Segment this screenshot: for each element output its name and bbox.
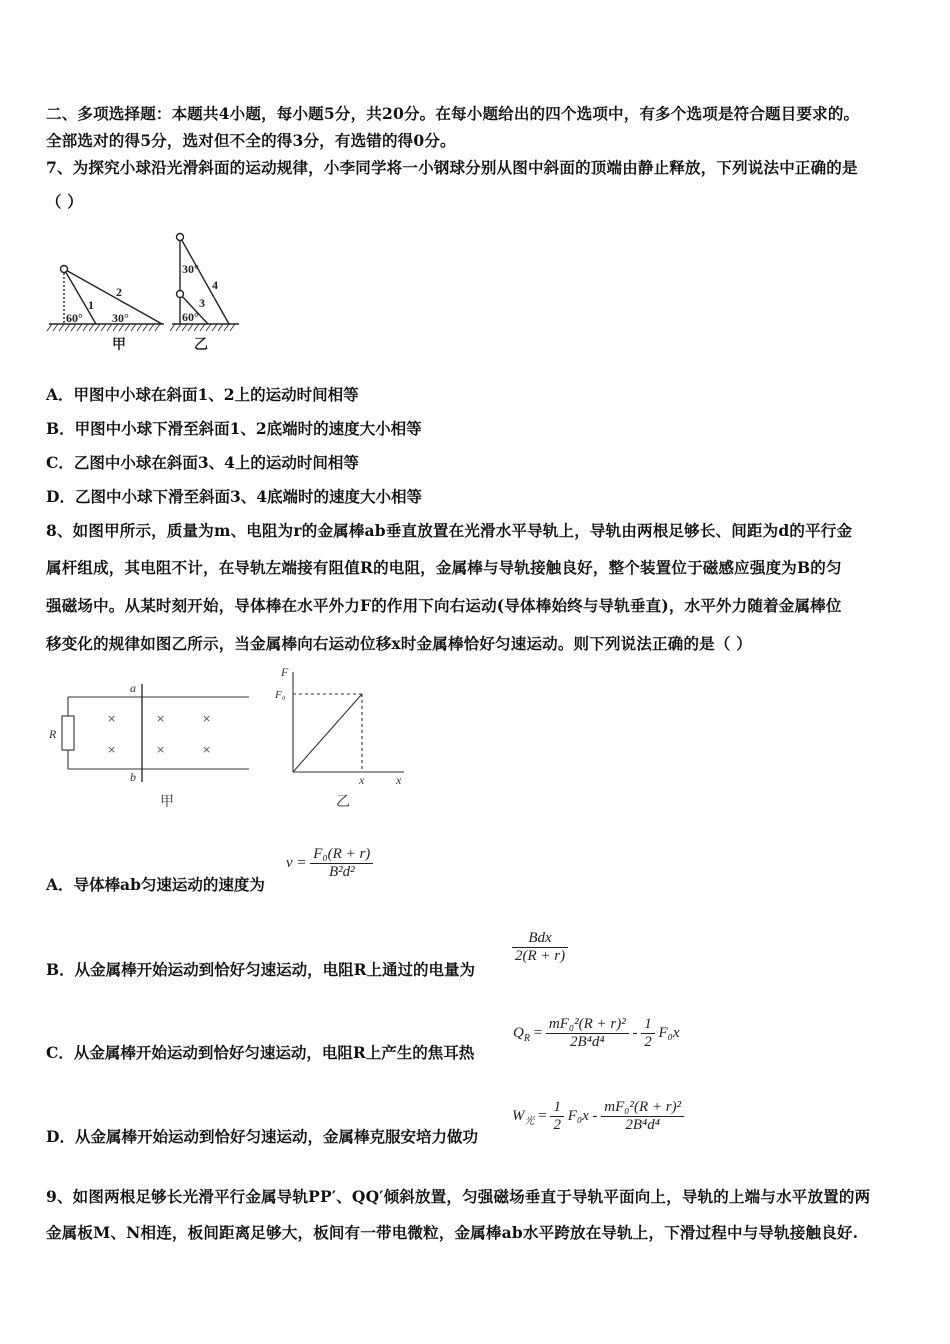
formula-d-num: mF₀²(R + r)²: [601, 1099, 684, 1117]
field-cross: ×: [107, 743, 117, 756]
formula-c-minus: -: [632, 1024, 638, 1041]
angle-30-yi: 30°: [182, 262, 199, 276]
formula-d-mid: F₀x -: [567, 1107, 598, 1124]
q8-stem-line2: 属杆组成，其电阻不计，在导轨左端接有阻值R的电阻，金属棒与导轨接触良好，整个装置位于磁感应强度为B的匀: [46, 558, 842, 577]
formula-d-half-den: 2: [553, 1117, 561, 1133]
formula-d-sub: 光: [524, 1115, 535, 1127]
q7-stem-line1: 7、为探究小球沿光滑斜面的运动规律，小李同学将一小钢球分别从图中斜面的顶端由静止释放，下列说法中正确的是: [46, 158, 858, 177]
formula-c-eq: =: [533, 1024, 543, 1041]
axis-F0-label: F₀: [275, 689, 286, 701]
formula-d-half-num: 1: [550, 1099, 564, 1117]
formula-d-den: 2B⁴d⁴: [625, 1117, 660, 1133]
field-cross: ×: [156, 712, 166, 725]
formula-b-den: 2(R + r): [515, 948, 566, 964]
q8-stem-line3: 强磁场中。从某时刻开始，导体棒在水平外力F的作用下向右运动(导体棒始终与导轨垂直)，水平外力随着金属棒位: [46, 596, 842, 615]
q7-option-d: D．乙图中小球下滑至斜面3、4底端时的速度大小相等: [46, 487, 423, 506]
formula-a-lhs: v =: [286, 854, 307, 871]
q7-option-a: A．甲图中小球在斜面1、2上的运动时间相等: [46, 385, 359, 404]
rod-end-a: a: [130, 681, 136, 695]
section-title-line1: 二、多项选择题：本题共4小题，每小题5分，共20分。在每小题给出的四个选项中，有多个选项是符合题目要求的。: [46, 104, 860, 123]
formula-b: [512, 930, 568, 965]
angle-30-jia: 30°: [112, 311, 129, 325]
label-slope-3: 3: [199, 296, 205, 310]
q9-stem-line1: 9、如图两根足够长光滑平行金属导轨PP′、QQ′倾斜放置，匀强磁场垂直于导轨平面向上，导轨的上端与水平放置的两: [46, 1187, 871, 1206]
angle-60-jia: 60°: [66, 311, 83, 325]
q8-option-d: D．从金属棒开始运动到恰好匀速运动，金属棒克服安培力做功: [46, 1127, 478, 1146]
formula-c-sub: R: [523, 1032, 530, 1044]
formula-c-num: mF₀²(R + r)²: [546, 1016, 629, 1034]
q8-stem-line1: 8、如图甲所示，质量为m、电阻为r的金属棒ab垂直放置在光滑水平导轨上，导轨由两根足够长、间距为d的平行金: [46, 521, 853, 540]
q8-option-b: B．从金属棒开始运动到恰好匀速运动，电阻R上通过的电量为: [46, 960, 475, 979]
resistor-R-label: R: [49, 727, 57, 741]
formula-d-eq: =: [538, 1107, 547, 1124]
formula-a-den: B²d²: [328, 864, 355, 880]
formula-c-lhs: Q: [513, 1024, 524, 1041]
figure-yi-label: 乙: [194, 338, 208, 353]
tick-x-label: x: [359, 773, 365, 787]
formula-d-lhs: W: [512, 1107, 525, 1124]
formula-b-num: Bdx: [512, 930, 568, 948]
formula-c-den: 2B⁴d⁴: [570, 1034, 605, 1050]
formula-c-half-num: 1: [641, 1016, 655, 1034]
q8-option-a: A．导体棒ab匀速运动的速度为: [46, 875, 265, 894]
label-slope-1: 1: [88, 298, 94, 312]
formula-a: [286, 846, 373, 881]
formula-c-tail: F₀x: [658, 1024, 680, 1041]
formula-c: [513, 1016, 680, 1051]
label-slope-4: 4: [212, 278, 218, 292]
label-slope-2: 2: [116, 285, 122, 299]
q8-option-c: C．从金属棒开始运动到恰好匀速运动，电阻R上产生的焦耳热: [46, 1043, 475, 1062]
q9-stem-line2: 金属板M、N相连，板间距离足够大，板间有一带电微粒，金属棒ab水平跨放在导轨上，下滑过程中与导轨接触良好.: [46, 1223, 859, 1242]
field-cross: ×: [107, 712, 117, 725]
q7-stem-line2: （ ）: [46, 192, 83, 211]
field-cross: ×: [156, 743, 166, 756]
figure-jia-label: 甲: [112, 338, 126, 353]
q8-figure: [44, 664, 424, 814]
field-cross: ×: [202, 743, 212, 756]
formula-d: [512, 1099, 684, 1134]
figure-yi-label: 乙: [336, 794, 350, 810]
axis-x-label: x: [396, 773, 402, 787]
formula-c-half-den: 2: [644, 1034, 652, 1050]
q7-option-c: C．乙图中小球在斜面3、4上的运动时间相等: [46, 453, 359, 472]
axis-F-label: F: [281, 665, 289, 679]
q7-option-b: B．甲图中小球下滑至斜面1、2底端时的速度大小相等: [46, 419, 422, 438]
formula-a-num: F₀(R + r): [310, 846, 373, 864]
field-cross: ×: [202, 712, 212, 725]
section-title-line2: 全部选对的得5分，选对但不全的得3分，有选错的得0分。: [46, 131, 456, 150]
q7-figure: [44, 225, 264, 355]
angle-60-yi: 60°: [182, 310, 199, 324]
rod-end-b: b: [130, 770, 136, 784]
figure-jia-label: 甲: [160, 794, 174, 810]
q8-stem-line4: 移变化的规律如图乙所示，当金属棒向右运动位移x时金属棒恰好匀速运动。则下列说法正确的是（ ）: [46, 634, 752, 653]
